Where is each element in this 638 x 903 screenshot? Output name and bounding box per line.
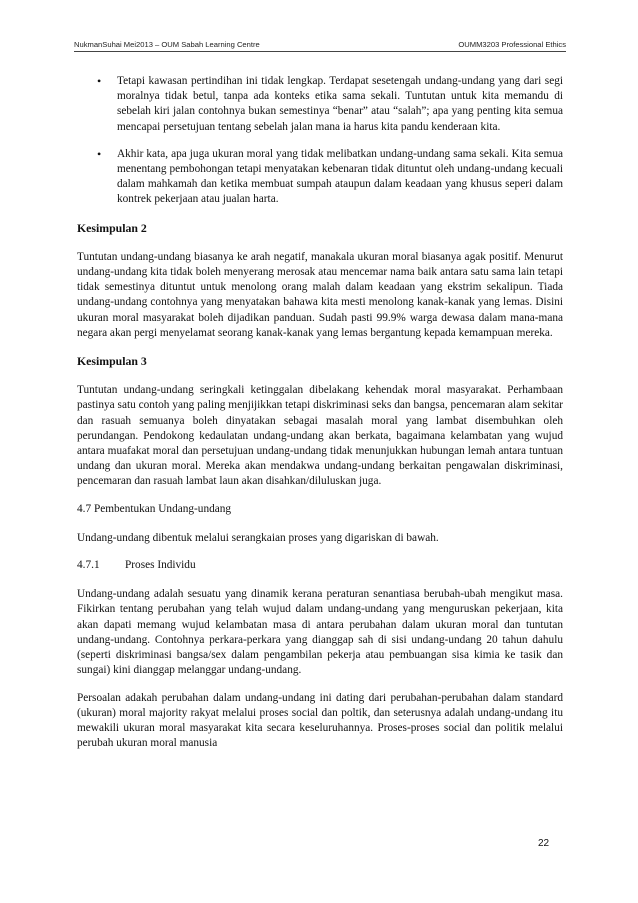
bullet-icon: • [97, 74, 102, 88]
subsection-heading [77, 558, 563, 573]
paragraph-proses-individu-1: Undang-undang adalah sesuatu yang dinamik kerana peraturan senantiasa berubah-ubah mengikut masa. Fikirkan tentang perubahan yang telah wujud dalam undang-undang yang menguruskan pekerjaan, kita akan dapati memang wujud kelambatan masa di antara perubahan dalam ukuran moral dan tuntutan undang-undang. Contohnya perkara-perkara yang dianggap sah di sisi undang-undang 20 tahun dahulu (seperti diskriminasi bangsa/sex dalam pengambilan pekerja atau pembuangan sisa kimia ke tasik dan sungai) kini dianggap melanggar undang-undang. [77, 588, 563, 677]
bullet-text: Tetapi kawasan pertindihan ini tidak lengkap. Terdapat sesetengah undang-undang yang dari segi moralnya tidak betul, tanpa ada konteks etika sama sekali. Tuntutan untuk kita memandu di sebelah kiri jalan contohnya bukan semestinya “benar” atau “salah”; apa yang penting kita semua mencapai persetujuan tentang sebelah jalan mana ia harus kita pandu kenderaan kita. [117, 75, 563, 133]
header-right: OUMM3203 Professional Ethics [458, 40, 566, 49]
heading-kesimpulan-3: Kesimpulan 3 [77, 354, 147, 369]
bullet-icon: • [97, 146, 102, 161]
section-intro: Undang-undang dibentuk melalui serangkaian proses yang digariskan di bawah. [77, 531, 439, 544]
bullet-item [77, 147, 563, 208]
heading-kesimpulan-2: Kesimpulan 2 [77, 220, 147, 235]
paragraph-kesimpulan-3: Tuntutan undang-undang seringkali ketinggalan dibelakang kehendak moral masyarakat. Perhambaan pastinya satu contoh yang paling menjijikkan tetapi diskriminasi seks dan bangsa, pencemaran alam sekitar dan rasuah semuanya boleh dinyatakan sebagai masalah moral yang lambat disembuhkan oleh perundangan. Pendokong kedaulatan undang-undang akan berkata, bagaimana kelambatan yang wujud antara muafakat moral dan persetujuan undang-undang tidak menunjukkan hubungan lemah antara tuntuan undang dan ukuran moral. Mereka akan mendakwa undang-undang berkaitan pengawalan diskriminasi, pencemaran dan rasuah lambat laun akan disahkan/diluluskan juga. [77, 384, 563, 488]
subsection-number: 4.7.1 [77, 559, 100, 572]
page-content [77, 74, 563, 763]
header-left: NukmanSuhai Mei2013 – OUM Sabah Learning Centre [74, 40, 260, 49]
page-number: 22 [538, 838, 550, 849]
subsection-title: Proses Individu [125, 559, 196, 572]
bullet-list [77, 74, 563, 208]
page-header [74, 40, 566, 52]
bullet-item [77, 74, 563, 135]
paragraph-proses-individu-2: Persoalan adakah perubahan dalam undang-undang ini dating dari perubahan-perubahan dalam standard (ukuran) moral majority rakyat melalui proses social dan poltik, dan seterusnya adalah undang-undang itu mewakili ukuran moral masyarakat kita secara keseluruhannya. Proses-proses social dan politik melalui perubah ukuran moral manusia [77, 691, 563, 750]
paragraph-kesimpulan-2: Tuntutan undang-undang biasanya ke arah negatif, manakala ukuran moral biasanya agak positif. Menurut undang-undang kita tidak boleh menyerang merosak atau mencemar nama baik antara satu sama lain tetapi tidak semestinya dituntut untuk menolong orang malah dalam keadaan yang ekstrim sekalipun. Tiada undang-undang contohnya yang menyatakan bahawa kita mesti menolong kanak-kanak yang lemas. Disini ukuran moral masyarakat boleh dijadikan panduan. Sudah pasti 99.9% warga dewasa dalam mana-mana negara akan pergi menyelamat seorang kanak-kanak yang lemas bergantung kepada kemampuan mereka. [77, 250, 563, 339]
section-title: 4.7 Pembentukan Undang-undang [77, 502, 232, 515]
bullet-text: Akhir kata, apa juga ukuran moral yang tidak melibatkan undang-undang sama sekali. Kita semua menentang pembohongan tetapi menyatakan kebenaran tidak dituntut oleh undang-undang kecuali dalam mahkamah dan ketika membuat sumpah ataupun dalam keadaan yang khusus seperi dalam kontrek pekerjaan atau jualan harta. [117, 147, 563, 206]
